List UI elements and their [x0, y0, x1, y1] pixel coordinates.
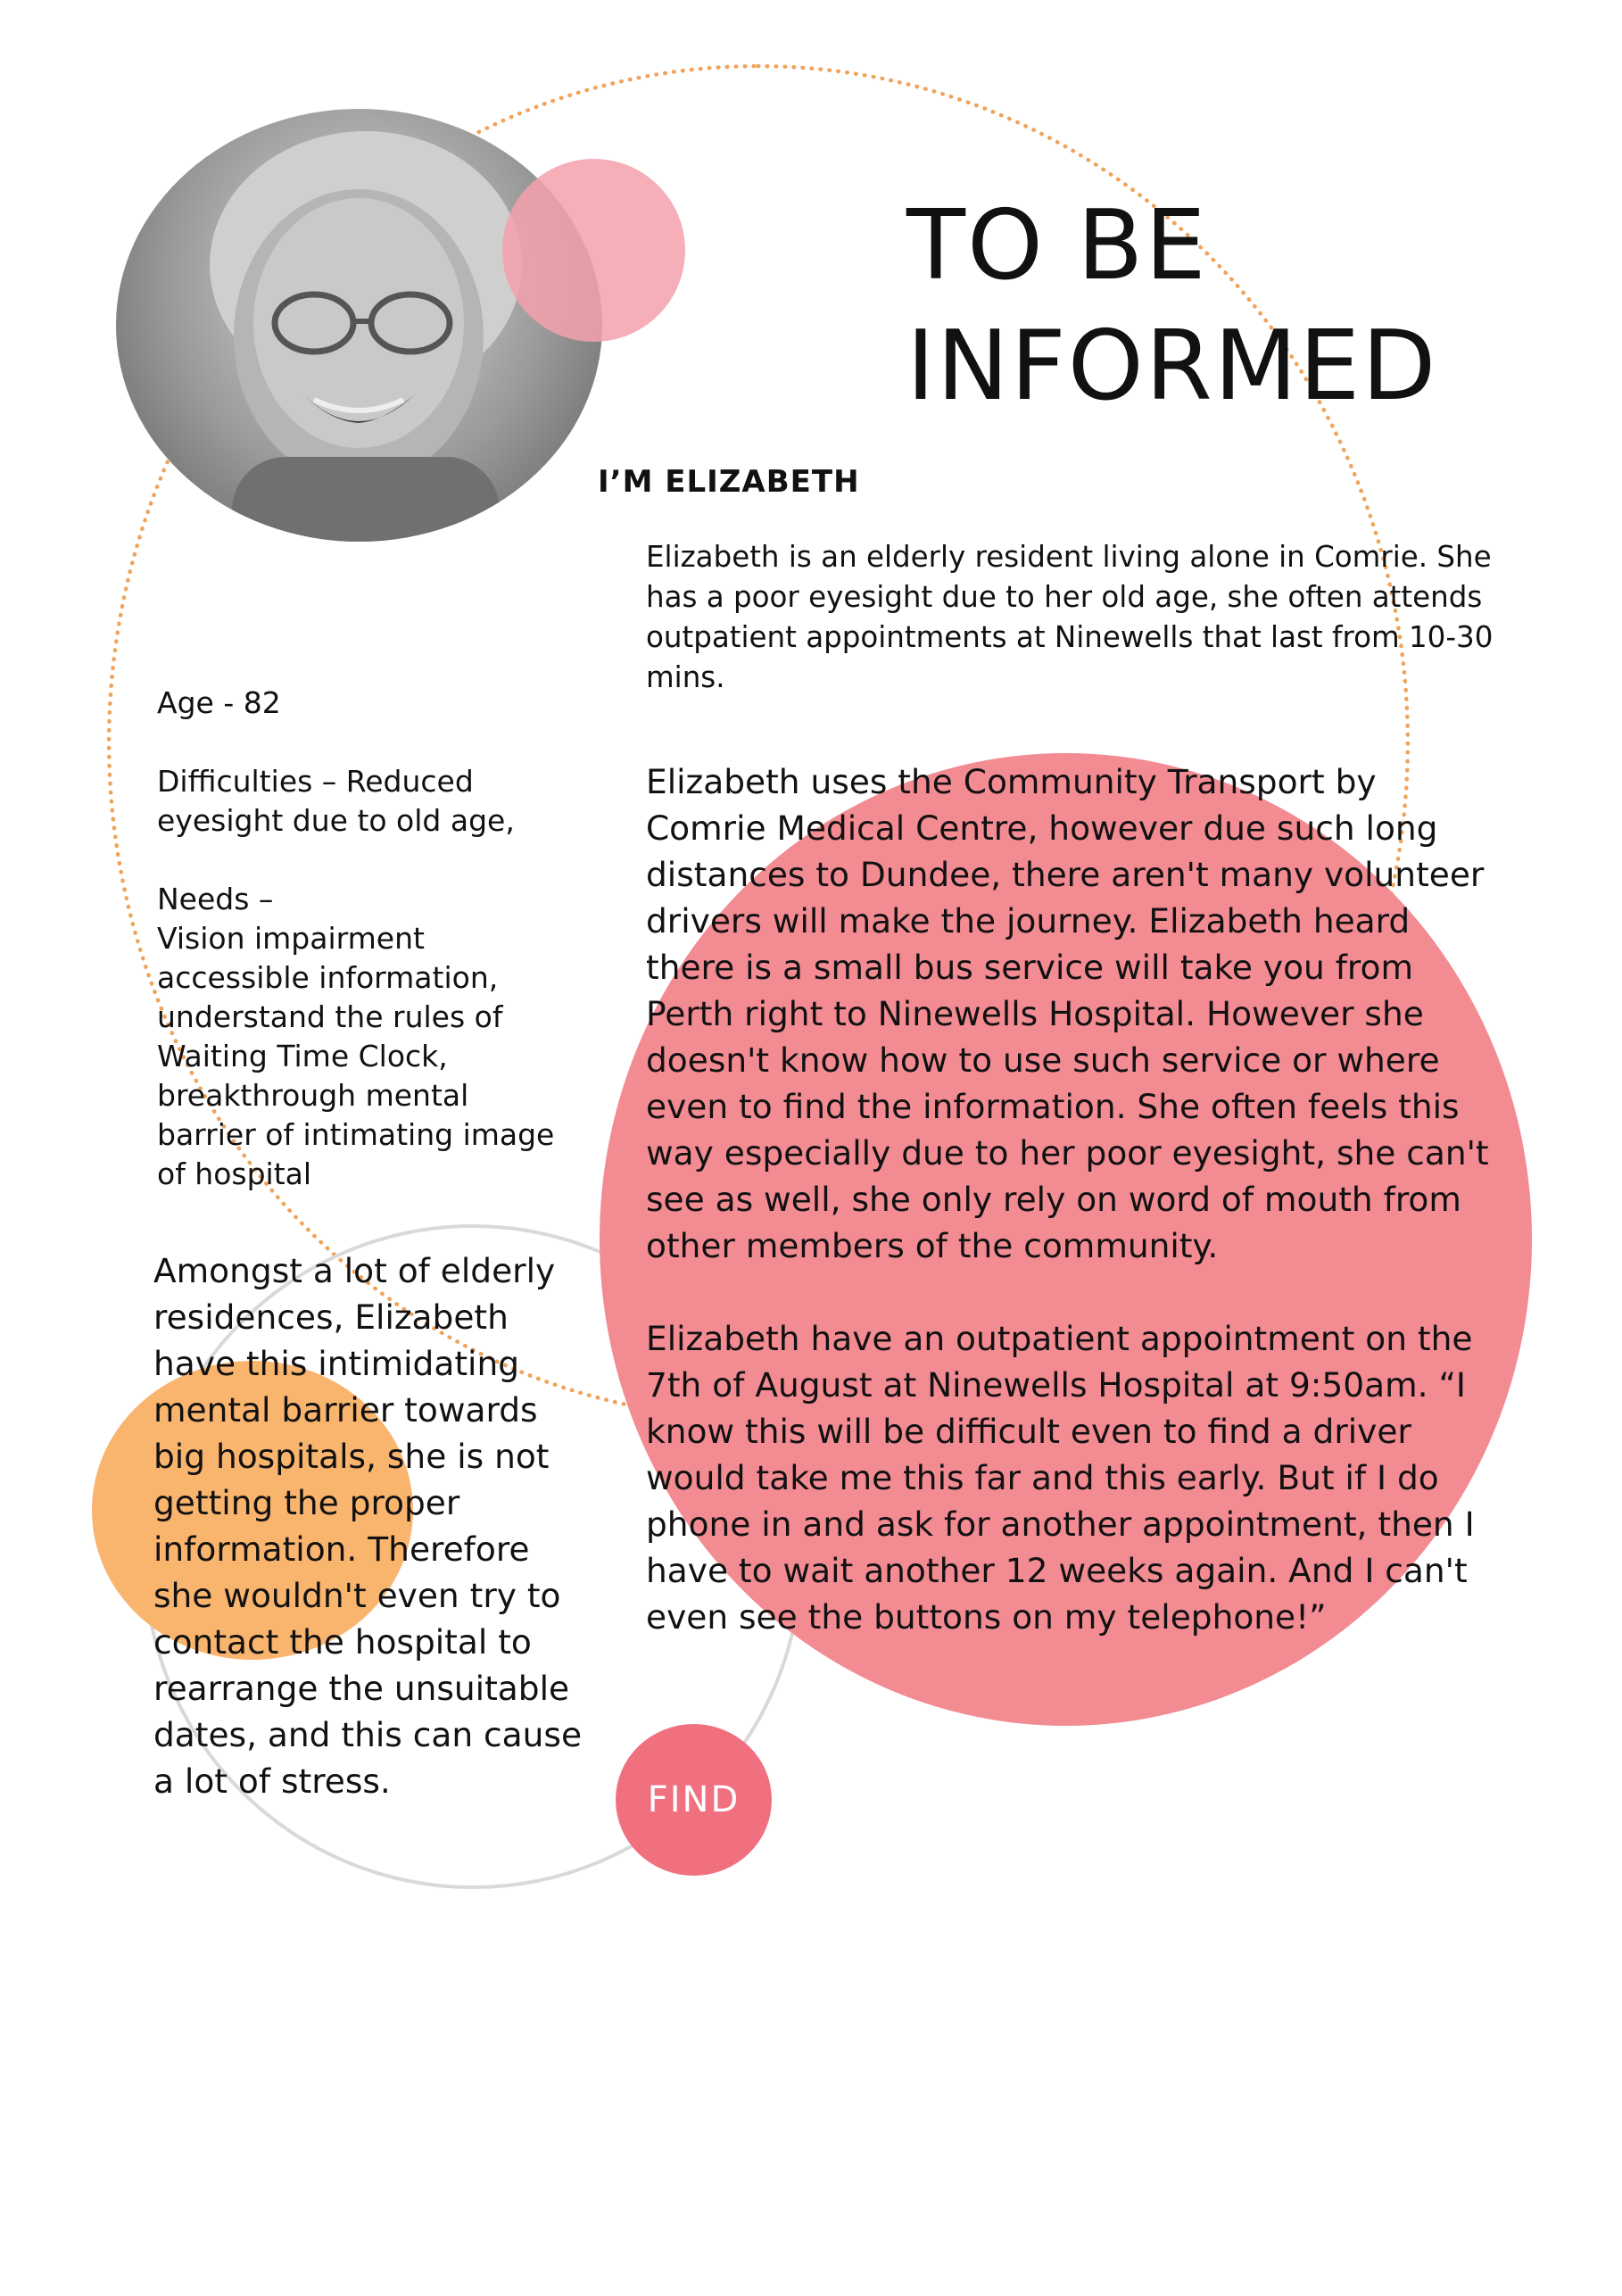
page-title-line-1: TO BE [906, 190, 1208, 302]
portrait-illustration [116, 109, 602, 542]
needs-line: of hospital [157, 1156, 312, 1191]
find-button[interactable] [616, 1724, 772, 1876]
persona-portrait-photo [116, 109, 602, 542]
story-paragraph-transport: Elizabeth uses the Community Transport by Comrie Medical Centre, however due such long distances to Dundee, there aren't many volunteer drivers will make the journey. Elizabeth heard there is a small bus service will take you from Perth right to Ninewells Hospital. However she doesn't know how to use such service or where even to find the information. She often feels this way especially due to her poor eyesight, she can't see as well, she only rely on word of mouth from other members of the community. [646, 762, 1489, 1265]
needs-line: breakthrough mental [157, 1078, 469, 1113]
page-title-line-2: INFORMED [906, 311, 1438, 422]
small-pink-circle [502, 159, 685, 342]
persona-heading: I’M ELIZABETH [598, 464, 860, 500]
needs-label: Needs – [157, 882, 274, 916]
needs-line: Vision impairment [157, 921, 425, 956]
needs-line: barrier of intimating image [157, 1117, 555, 1152]
age-text: Age - 82 [157, 685, 281, 720]
mental-barrier-text: Amongst a lot of elderly residences, Elizabeth have this intimidating mental barrier towards big hospitals, she is not getting the proper information. Therefore she wouldn't even try to contact the hospital to rearrange the unsuitable dates, and this can cause a lot of stress. [153, 1251, 583, 1801]
difficulties-text [157, 762, 576, 841]
needs-line: understand the rules of [157, 999, 503, 1034]
story-paragraph-appointment: Elizabeth have an outpatient appointment on the 7th of August at Ninewells Hospital at 9:50am. “I know this will be difficult even to find a driver would take me this far and this early. But if I do phone in and ask for another appointment, then I have to wait another 12 weeks again. And I can't even see the buttons on my telephone!” [646, 1319, 1475, 1637]
persona-story [646, 758, 1502, 1687]
difficulties-line: Difficulties – Reduced [157, 764, 474, 799]
needs-line: accessible information, [157, 960, 499, 995]
difficulties-line: eyesight due to old age, [157, 803, 515, 838]
find-button-label: FIND [647, 1779, 741, 1820]
needs-text [157, 880, 576, 1194]
needs-line: Waiting Time Clock, [157, 1039, 448, 1073]
persona-intro-text: Elizabeth is an elderly resident living alone in Comrie. She has a poor eyesight due to her old age, she often attends outpatient appointments at Ninewells that last from 10-30 mins. [646, 540, 1494, 694]
persona-profile [157, 684, 576, 1233]
